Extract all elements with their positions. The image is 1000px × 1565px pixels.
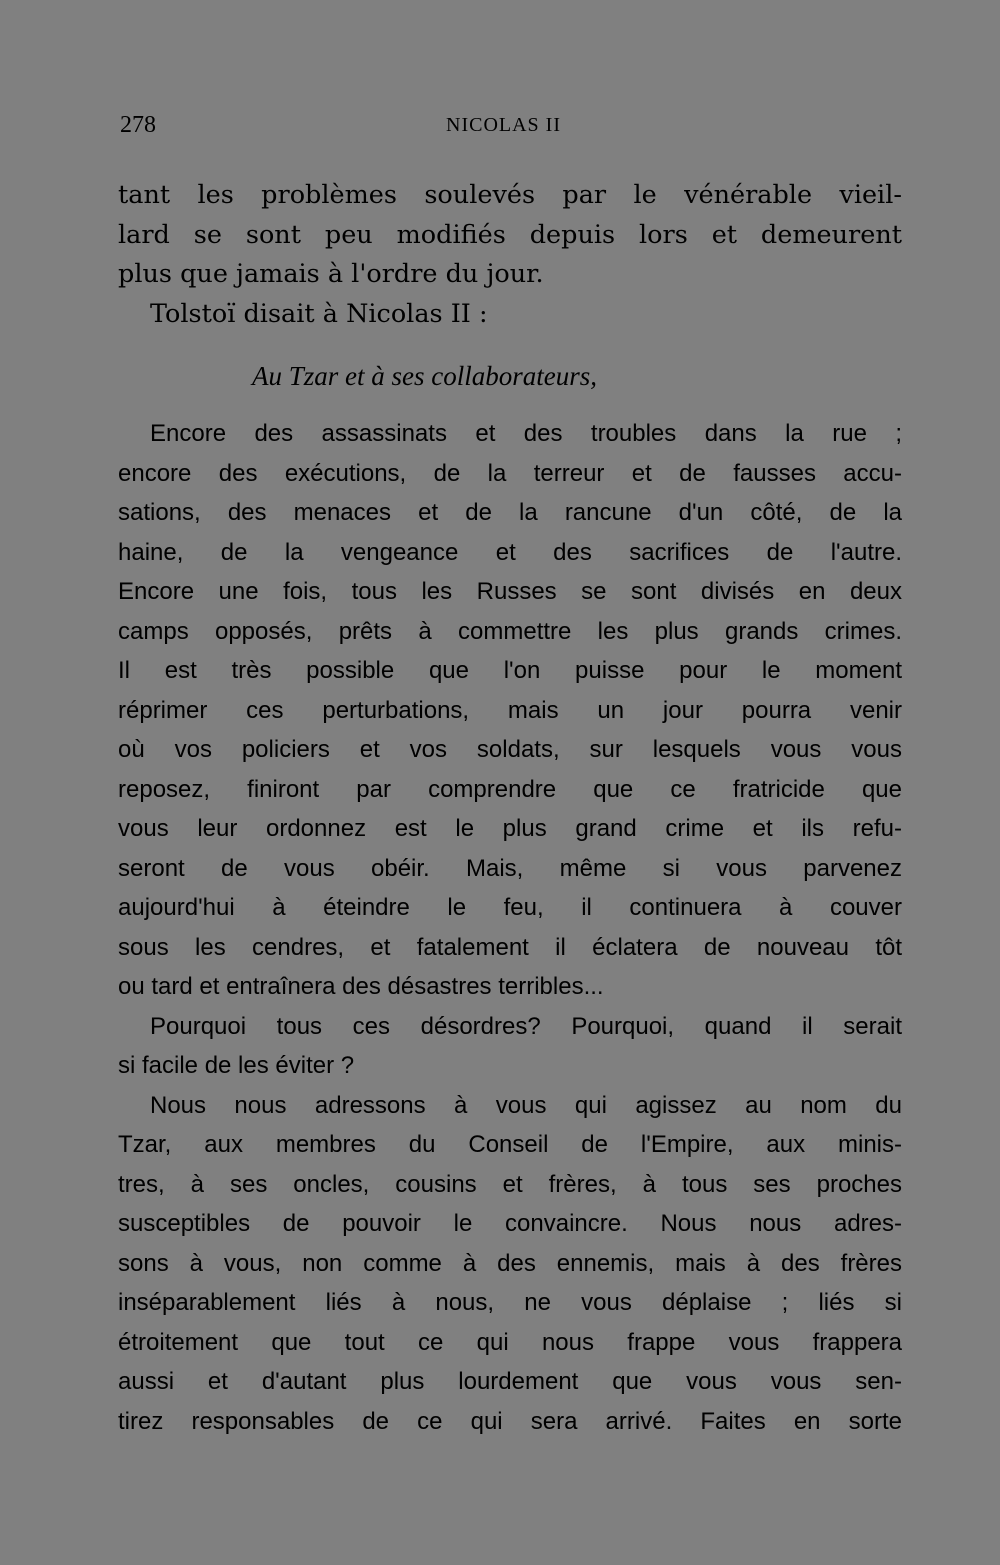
body-text xyxy=(118,176,902,1441)
text-line: inséparablement liés à nous, ne vous déplaise ; liés si xyxy=(118,1289,902,1317)
text-line: Tolstoï disait à Nicolas II : xyxy=(150,298,488,329)
text-line: lard se sont peu modifiés depuis lors et demeurent xyxy=(118,219,902,250)
text-line: Tzar, aux membres du Conseil de l'Empire, aux minis- xyxy=(118,1131,902,1159)
text-line: sations, des menaces et de la rancune d'un côté, de la xyxy=(118,499,902,527)
text-line: Encore une fois, tous les Russes se sont divisés en deux xyxy=(118,578,902,606)
text-line: Il est très possible que l'on puisse pour le moment xyxy=(118,657,902,685)
text-line: si facile de les éviter ? xyxy=(118,1052,355,1080)
letter-paragraph xyxy=(118,414,902,1007)
text-line: vous leur ordonnez est le plus grand crime et ils refu- xyxy=(118,815,902,843)
text-line: étroitement que tout ce qui nous frappe vous frappera xyxy=(118,1328,902,1356)
text-line: reposez, finiront par comprendre que ce fratricide que xyxy=(118,775,902,803)
text-line: aussi et d'autant plus lourdement que vous vous sen- xyxy=(118,1368,902,1396)
text-line: sons à vous, non comme à des ennemis, mais à des frères xyxy=(118,1249,902,1277)
text-line: où vos policiers et vos soldats, sur lesquels vous vous xyxy=(118,736,902,764)
text-line: Encore des assassinats et des troubles dans la rue ; xyxy=(150,420,902,448)
intro-paragraph xyxy=(118,176,902,334)
letter-paragraph xyxy=(118,1007,902,1086)
text-line: plus que jamais à l'ordre du jour. xyxy=(118,259,544,290)
text-line: haine, de la vengeance et des sacrifices de l'autre. xyxy=(118,538,902,566)
text-line: seront de vous obéir. Mais, même si vous parvenez xyxy=(118,854,902,882)
text-line: Nous nous adressons à vous qui agissez au nom du xyxy=(150,1091,902,1119)
text-line: aujourd'hui à éteindre le feu, il continuera à couver xyxy=(118,894,902,922)
page-number: 278 xyxy=(120,112,156,138)
text-line: ou tard et entraînera des désastres terribles... xyxy=(118,973,604,1001)
text-line: susceptibles de pouvoir le convaincre. Nous nous adres- xyxy=(118,1210,902,1238)
text-line: tirez responsables de ce qui sera arrivé. Faites en sorte xyxy=(118,1407,902,1435)
text-line: camps opposés, prêts à commettre les plus grands crimes. xyxy=(118,617,902,645)
running-head xyxy=(120,108,900,144)
letter-text xyxy=(118,414,902,1441)
text-line: Pourquoi tous ces désordres? Pourquoi, quand il serait xyxy=(150,1012,902,1040)
text-line: tant les problèmes soulevés par le vénérable vieil- xyxy=(118,180,902,210)
running-title: NICOLAS II xyxy=(446,114,561,136)
letter-paragraph xyxy=(118,1086,902,1442)
text-line: tres, à ses oncles, cousins et frères, à tous ses proches xyxy=(118,1170,902,1198)
text-line: sous les cendres, et fatalement il éclatera de nouveau tôt xyxy=(118,933,902,961)
letter-heading: Au Tzar et à ses collaborateurs, xyxy=(252,361,598,392)
text-line: encore des exécutions, de la terreur et de fausses accu- xyxy=(118,459,902,487)
text-line: réprimer ces perturbations, mais un jour pourra venir xyxy=(118,696,902,724)
